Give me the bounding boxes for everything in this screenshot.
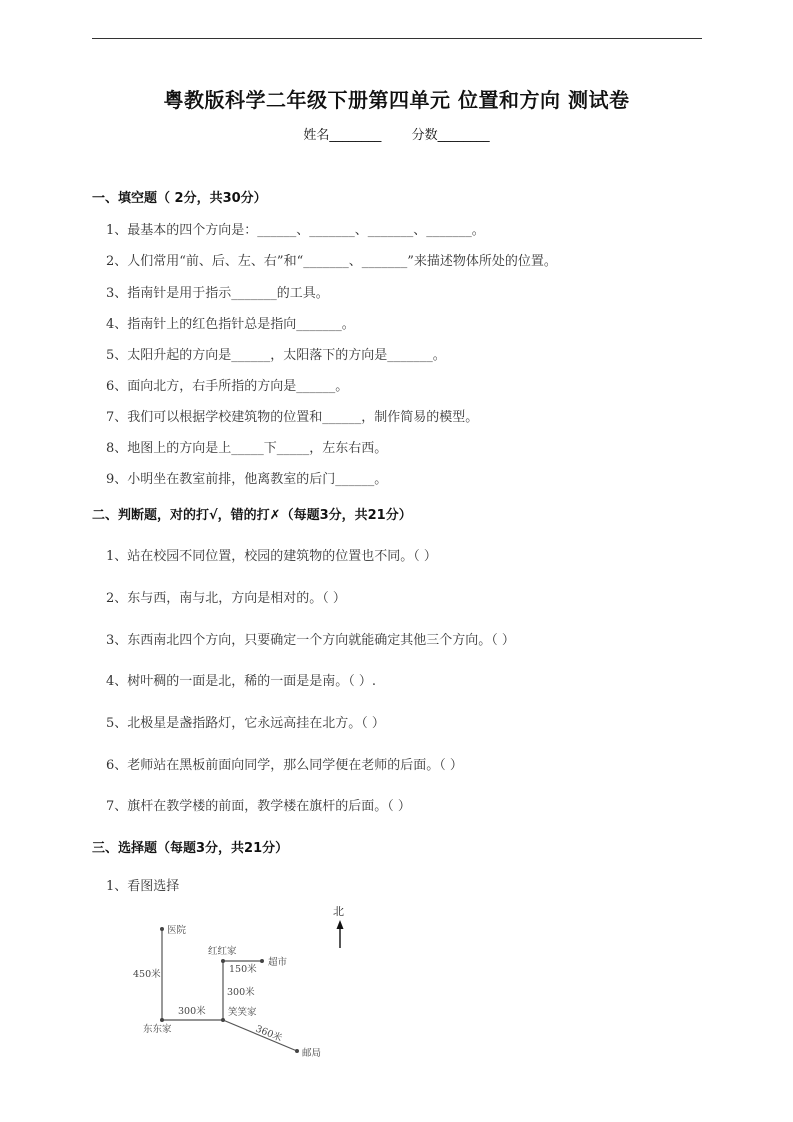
tf-question-2: 2、东与西，南与北，方向是相对的。（ ） [106,591,346,606]
score-field-label: 分数________ [411,128,490,143]
tf-question-6: 6、老师站在黑板前面向同学，那么同学便在老师的后面。（ ） [106,758,463,773]
fill-question-6: 6、面向北方，右手所指的方向是______。 [106,379,349,394]
distance-xiaoxiao-post: 360米 [253,1023,284,1045]
fill-question-7: 7、我们可以根据学校建筑物的位置和______，制作简易的模型。 [106,410,479,425]
place-honghong-home: 红红家 [208,946,237,957]
name-field-label: 姓名________ [303,128,382,143]
fill-question-5: 5、太阳升起的方向是______，太阳落下的方向是_______。 [106,348,446,363]
place-xiaoxiao-home: 笑笑家 [228,1007,257,1018]
distance-xiaoxiao-honghong: 300米 [227,987,255,998]
distance-honghong-supermarket: 150米 [229,964,257,975]
place-supermarket: 超市 [268,957,288,968]
place-post-office: 邮局 [302,1048,322,1059]
north-label: 北 [333,905,344,918]
section-multiple-choice-heading: 三、选择题（每题3分，共21分） [92,841,289,856]
place-dongdong-home: 东东家 [143,1024,172,1035]
fill-question-9: 9、小明坐在教室前排，他离教室的后门______。 [106,472,388,487]
distance-dongdong-hospital: 450米 [133,969,161,980]
choice-question-1: 1、看图选择 [106,879,180,894]
north-arrow-icon [337,920,344,948]
distance-dongdong-xiaoxiao: 300米 [178,1006,206,1017]
tf-question-1: 1、站在校园不同位置，校园的建筑物的位置也不同。（ ） [106,549,437,564]
tf-question-4: 4、树叶稠的一面是北，稀的一面是是南。（ ）. [106,674,377,689]
page-title: 粤教版科学二年级下册第四单元 位置和方向 测试卷 [163,88,630,112]
tf-question-7: 7、旗杆在教学楼的前面，教学楼在旗杆的后面。（ ） [106,799,411,814]
tf-question-3: 3、东西南北四个方向，只要确定一个方向就能确定其他三个方向。（ ） [106,633,515,648]
section-fill-in-heading: 一、填空题（ 2分，共30分） [92,191,267,206]
fill-question-3: 3、指南针是用于指示_______的工具。 [106,286,329,301]
fill-question-8: 8、地图上的方向是上_____下_____，左东右西。 [106,441,388,456]
place-hospital: 医院 [167,925,187,936]
tf-question-5: 5、北极星是盏指路灯，它永远高挂在北方。（ ） [106,716,385,731]
fill-question-1: 1、最基本的四个方向是：______、_______、_______、_______。 [106,223,485,238]
fill-question-2: 2、人们常用“前、后、左、右”和“_______、_______”来描述物体所处的位置。 [106,254,557,269]
fill-question-4: 4、指南针上的红色指针总是指向_______。 [106,317,355,332]
section-true-false-heading: 二、判断题，对的打√，错的打✗（每题3分，共21分） [92,508,412,523]
